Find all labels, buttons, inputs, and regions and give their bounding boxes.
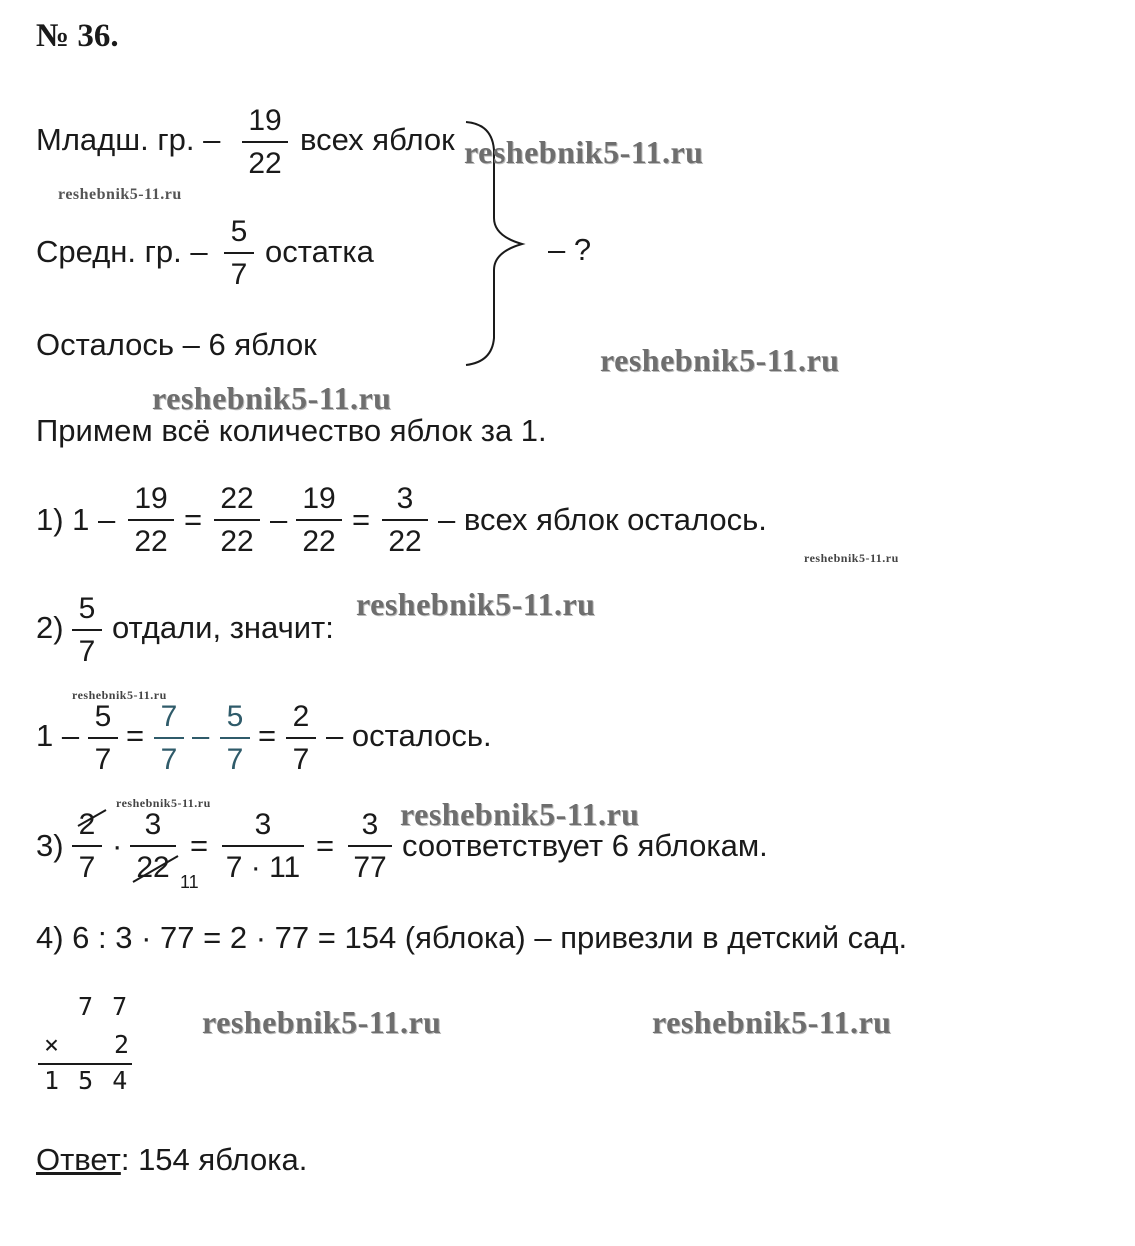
watermark: reshebnik5-11.ru (152, 380, 392, 416)
given-line1-fraction: 19 22 (242, 104, 288, 181)
step2-fraction: 5 7 (72, 592, 102, 669)
step4-text: 4) 6 : 3 · 77 = 2 · 77 = 154 (яблока) – привезли в детский сад. (36, 920, 908, 955)
step2b-eq1: = (126, 718, 145, 753)
step3-fraction1: 2 7 (72, 808, 102, 885)
step2b-fraction2: 7 7 (154, 700, 184, 777)
intro-text: Примем всё количество яблок за 1. (36, 413, 547, 448)
given-line3: Осталось – 6 яблок (36, 327, 317, 362)
step2b-eq2: = (258, 718, 277, 753)
step2b-text: – осталось. (326, 718, 492, 753)
watermark: reshebnik5-11.ru (116, 796, 211, 810)
step2-text: отдали, значит: (112, 610, 334, 645)
given-line1-text: всех яблок (300, 122, 455, 157)
watermark: reshebnik5-11.ru (58, 186, 182, 203)
watermark: reshebnik5-11.ru (356, 586, 596, 622)
answer (36, 1142, 307, 1178)
step1-fraction1: 19 22 (128, 482, 174, 559)
given-line2-text: остатка (265, 234, 374, 269)
step3-fraction2: 3 22 (130, 808, 176, 885)
step1-text: – всех яблок осталось. (438, 502, 767, 537)
mult-result: 1 5 4 (44, 1066, 130, 1095)
given-line2-fraction: 5 7 (224, 215, 254, 292)
mult-sign: × (44, 1030, 60, 1059)
watermark: reshebnik5-11.ru (464, 134, 704, 170)
step2b-fraction4: 2 7 (286, 700, 316, 777)
step3-text: соответствует 6 яблокам. (402, 828, 768, 863)
given-line2-label: Средн. гр. – (36, 234, 208, 269)
step3-fraction4: 3 77 (348, 808, 392, 885)
watermark: reshebnik5-11.ru (72, 688, 167, 702)
problem-number: № 36. (36, 18, 119, 54)
mult-row1: 7 7 (78, 992, 130, 1021)
question-mark: – ? (548, 232, 592, 267)
given-line1-label: Младш. гр. – (36, 122, 221, 157)
watermark: reshebnik5-11.ru (804, 551, 899, 565)
watermark: reshebnik5-11.ru (202, 1004, 442, 1040)
step1-eq1: = (184, 502, 203, 537)
step2b-prefix: 1 – (36, 718, 80, 753)
step2b-fraction3: 5 7 (220, 700, 250, 777)
step3-eq1: = (190, 828, 209, 863)
step3-fraction3: 3 7 · 11 (222, 808, 304, 885)
answer-text: : 154 яблока. (120, 1142, 308, 1177)
step2b-minus: – (192, 718, 210, 753)
step2-prefix: 2) (36, 610, 64, 645)
step2b-fraction1: 5 7 (88, 700, 118, 777)
step3-eq2: = (316, 828, 335, 863)
step1-fraction3: 19 22 (296, 482, 342, 559)
step1-fraction4: 3 22 (382, 482, 428, 559)
step3-prefix: 3) (36, 828, 64, 863)
watermark: reshebnik5-11.ru (600, 342, 840, 378)
step1-eq2: = (352, 502, 371, 537)
watermark: reshebnik5-11.ru (400, 796, 640, 832)
answer-label: Ответ (36, 1142, 121, 1177)
mult-row2: 2 (114, 1030, 130, 1059)
step1-minus: – (270, 502, 288, 537)
step3-dot: · (112, 828, 123, 863)
step3-subscript: 11 (180, 872, 199, 892)
step1-prefix: 1) 1 – (36, 502, 116, 537)
watermark: reshebnik5-11.ru (652, 1004, 892, 1040)
step1-fraction2: 22 22 (214, 482, 260, 559)
